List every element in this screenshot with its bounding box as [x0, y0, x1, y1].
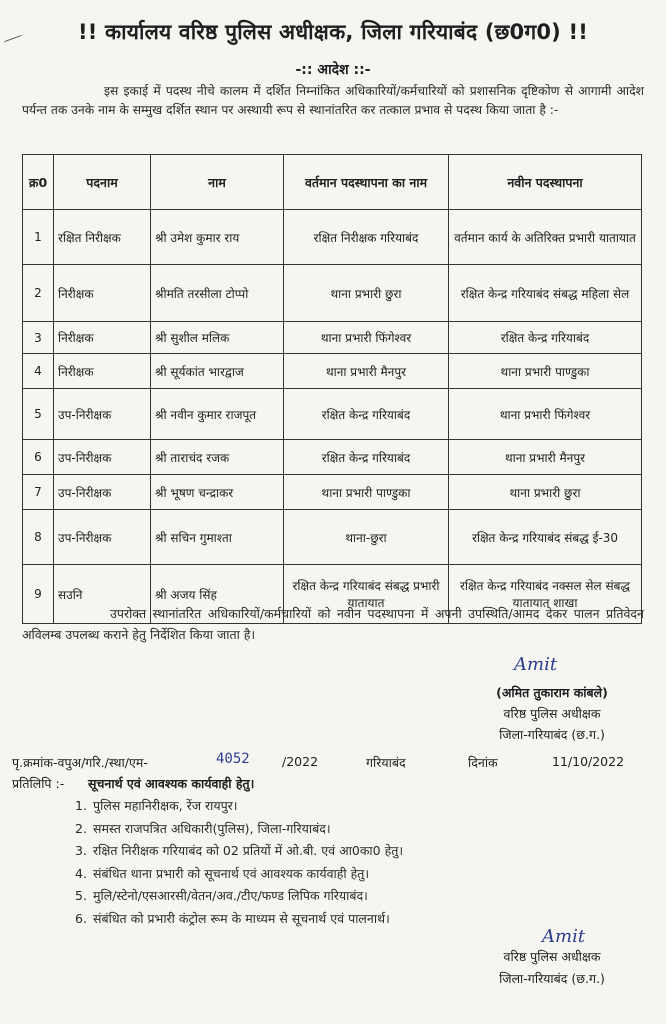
- signatory-designation: वरिष्ठ पुलिस अधीक्षक: [503, 706, 601, 721]
- list-item: 3. रक्षित निरीक्षक गरियाबंद को 02 प्रतियों में ओ.बी. एवं आ0का0 हेतु।: [75, 843, 404, 858]
- cell-current-posting: रक्षित केन्द्र गरियाबंद: [284, 440, 449, 475]
- cell-name: श्री सूर्यकांत भारद्वाज: [151, 354, 284, 389]
- cell-serial: 6: [23, 440, 54, 475]
- list-item: 2. समस्त राजपत्रित अधिकारी(पुलिस), जिला-गरियाबंद।: [75, 820, 331, 836]
- cell-current-posting: रक्षित केन्द्र गरियाबंद: [284, 389, 449, 440]
- col-header-name: नाम: [151, 155, 284, 210]
- reference-prefix: पृ.क्रमांक-वपुअ/गरि./स्था/एम-: [12, 755, 148, 770]
- list-item: 4. संबंधित थाना प्रभारी को सूचनार्थ एवं आवश्यक कार्यवाही हेतु।: [75, 865, 370, 881]
- cell-serial: 5: [23, 389, 54, 440]
- table-row: [23, 210, 642, 265]
- transfer-table: [22, 154, 642, 624]
- cell-designation: उप-निरीक्षक: [54, 440, 151, 475]
- signature-block-secondary: [452, 926, 652, 990]
- table-row: [23, 475, 642, 510]
- cell-serial: 8: [23, 510, 54, 565]
- copy-label: प्रतिलिपि :-: [12, 776, 65, 791]
- cell-new-posting: थाना प्रभारी पाण्डुका: [449, 354, 642, 389]
- col-header-new-posting: नवीन पदस्थापना: [449, 155, 642, 210]
- cell-designation: निरीक्षक: [54, 265, 151, 322]
- cell-name: श्रीमति तरसीला टोप्पो: [151, 265, 284, 322]
- cell-name: श्री सचिन गुमाश्ता: [151, 510, 284, 565]
- cell-serial: 7: [23, 475, 54, 510]
- intro-text: इस इकाई में पदस्थ नीचे कालम में दर्शित निम्नांकित अधिकारियों/कर्मचारियों को प्रशासनिक दृष्टिकोण से आगामी आदेश पर्यन्त तक उनके नाम के सम्मुख दर्शित स्थान पर अस्थायी रूप से स्थानांतरित कर तत्काल प्रभाव से पदस्थ किया जाता है :-: [22, 84, 644, 117]
- list-item: 1. पुलिस महानिरीक्षक, रेंज रायपुर।: [75, 798, 238, 813]
- cell-designation: निरीक्षक: [54, 354, 151, 389]
- cell-designation: उप-निरीक्षक: [54, 510, 151, 565]
- cell-designation: उप-निरीक्षक: [54, 475, 151, 510]
- cell-current-posting: थाना प्रभारी मैनपुर: [284, 354, 449, 389]
- cell-name: श्री अजय सिंह: [151, 565, 284, 624]
- copy-recipients-list: [75, 795, 403, 930]
- cell-serial: 9: [23, 565, 54, 624]
- cell-name: श्री भूषण चन्द्राकर: [151, 475, 284, 510]
- cell-current-posting: थाना-छुरा: [284, 510, 449, 565]
- cell-new-posting: रक्षित केन्द्र गरियाबंद संबद्ध महिला सेल: [449, 265, 642, 322]
- reference-number: 4052: [216, 751, 250, 767]
- signatory-name: (अमित तुकाराम कांबले): [496, 685, 608, 700]
- list-item: 6. संबंधित को प्रभारी कंट्रोल रूम के माध्यम से सूचनार्थ एवं पालनार्थ।: [75, 910, 390, 926]
- handwritten-signature: Amit: [542, 926, 586, 947]
- table-header-row: [23, 155, 642, 210]
- cell-serial: 2: [23, 265, 54, 322]
- reference-place: गरियाबंद: [366, 755, 406, 770]
- col-header-serial: क्र0: [23, 155, 54, 210]
- order-heading: -:: आदेश ::-: [295, 62, 371, 78]
- cell-designation: उप-निरीक्षक: [54, 389, 151, 440]
- list-item: 5. मुलि/स्टेनो/एसआरसी/वेतन/अव./टीए/फण्ड लिपिक गरियाबंद।: [75, 888, 368, 903]
- cell-new-posting: वर्तमान कार्य के अतिरिक्त प्रभारी यातायात: [449, 210, 642, 265]
- cell-designation: निरीक्षक: [54, 322, 151, 354]
- cell-name: श्री सुशील मलिक: [151, 322, 284, 354]
- table-row: [23, 354, 642, 389]
- cell-new-posting: रक्षित केन्द्र गरियाबंद: [449, 322, 642, 354]
- cell-new-posting: रक्षित केन्द्र गरियाबंद नक्सल सेल संबद्ध यातायात शाखा: [449, 565, 642, 624]
- cell-designation: सउनि: [54, 565, 151, 624]
- cell-current-posting: थाना प्रभारी फिंगेश्वर: [284, 322, 449, 354]
- cell-serial: 1: [23, 210, 54, 265]
- cell-name: श्री उमेश कुमार राय: [151, 210, 284, 265]
- page-title: !! कार्यालय वरिष्ठ पुलिस अधीक्षक, जिला गरियाबंद (छ0ग0) !!: [77, 20, 589, 44]
- table-row: [23, 265, 642, 322]
- signatory-designation: वरिष्ठ पुलिस अधीक्षक: [503, 949, 601, 964]
- cell-current-posting: थाना प्रभारी पाण्डुका: [284, 475, 449, 510]
- signature-block-primary: [452, 654, 652, 745]
- cell-new-posting: थाना प्रभारी मैनपुर: [449, 440, 642, 475]
- col-header-current-posting: वर्तमान पदस्थापना का नाम: [284, 155, 449, 210]
- cell-current-posting: रक्षित केन्द्र गरियाबंद संबद्ध प्रभारी यातायात: [284, 565, 449, 624]
- table-row: [23, 440, 642, 475]
- table-row: [23, 322, 642, 354]
- cell-new-posting: थाना प्रभारी फिंगेश्वर: [449, 389, 642, 440]
- copy-purpose: सूचनार्थ एवं आवश्यक कार्यवाही हेतु।: [88, 776, 255, 791]
- cell-new-posting: थाना प्रभारी छुरा: [449, 475, 642, 510]
- signatory-district: जिला-गरियाबंद (छ.ग.): [499, 727, 605, 742]
- intro-paragraph: [22, 82, 644, 120]
- handwritten-signature: Amit: [514, 654, 558, 675]
- followup-paragraph: [22, 603, 644, 645]
- cell-new-posting: रक्षित केन्द्र गरियाबंद संबद्ध ई-30: [449, 510, 642, 565]
- table-row: [23, 389, 642, 440]
- col-header-designation: पदनाम: [54, 155, 151, 210]
- reference-date: 11/10/2022: [552, 754, 625, 769]
- cell-designation: रक्षित निरीक्षक: [54, 210, 151, 265]
- cell-current-posting: थाना प्रभारी छुरा: [284, 265, 449, 322]
- cell-name: श्री नवीन कुमार राजपूत: [151, 389, 284, 440]
- cell-current-posting: रक्षित निरीक्षक गरियाबंद: [284, 210, 449, 265]
- signatory-district: जिला-गरियाबंद (छ.ग.): [499, 971, 605, 986]
- cell-name: श्री ताराचंद रजक: [151, 440, 284, 475]
- followup-text: उपरोक्त स्थानांतरित अधिकारियों/कर्मचारियों को नवीन पदस्थापना में अपनी उपस्थिति/आमद देकर पालन प्रतिवेदन अविलम्ब उपलब्ध कराने हेतु निर्देशित किया जाता है।: [22, 606, 644, 642]
- date-label: दिनांक: [468, 755, 498, 770]
- cell-serial: 3: [23, 322, 54, 354]
- cell-serial: 4: [23, 354, 54, 389]
- table-row: [23, 510, 642, 565]
- reference-year: /2022: [282, 754, 319, 769]
